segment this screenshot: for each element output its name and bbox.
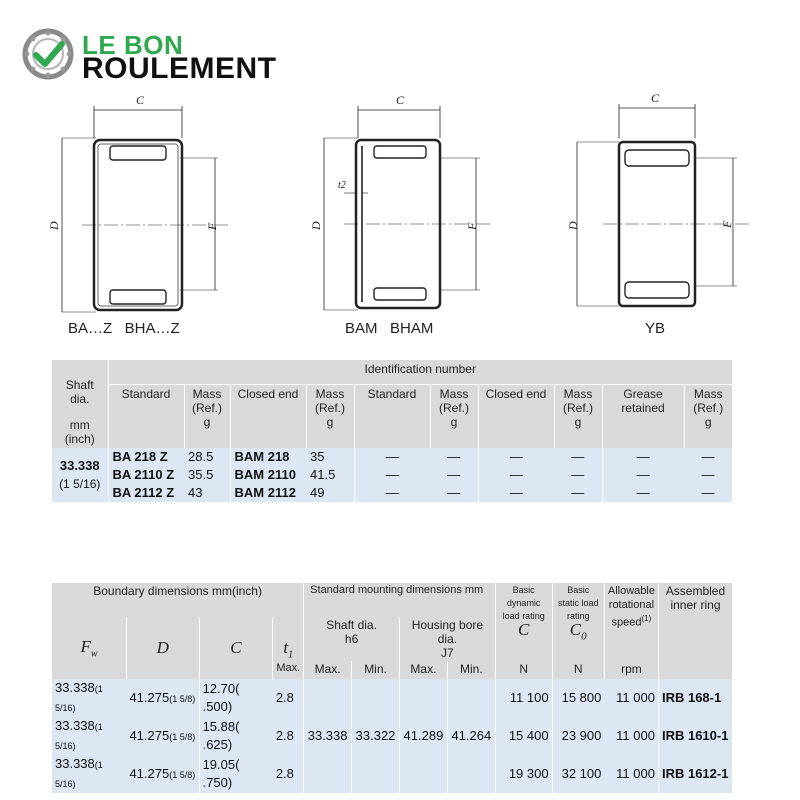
housing-bore-subheader: Housing bore dia. J7	[399, 617, 495, 661]
dim-c-label: C	[396, 93, 405, 107]
inner-ring-value: IRB 1610-1	[658, 717, 732, 755]
col-mass: Mass (Ref.) g	[430, 384, 478, 448]
mass-value: 43	[188, 485, 203, 500]
dynamic-load-value: 11 100	[495, 679, 552, 717]
dim-c-label: C	[651, 91, 660, 105]
housing-max: Max.	[399, 661, 447, 679]
mass-value: 41.5	[310, 467, 336, 482]
col-standard-2: Standard	[354, 384, 430, 448]
shaft-dia-subheader: Shaft dia. h6	[304, 617, 400, 661]
mass-value: 35.5	[188, 467, 214, 482]
housing-min-value: 41.264	[447, 679, 495, 793]
dimensions-table	[52, 583, 732, 793]
assembled-inner-ring-header: Assembled inner ring	[658, 583, 732, 661]
dash-cell: —	[571, 485, 585, 500]
dash-cell: —	[571, 467, 585, 482]
shaft-min-value: 33.322	[352, 679, 400, 793]
caption-bam: BAM BHAM	[345, 320, 434, 337]
dash-cell: —	[701, 485, 715, 500]
bearing-closed-end: BAM 218	[230, 448, 306, 466]
bearing-closed-end: BAM 2110	[230, 466, 306, 484]
t1-value: 2.8	[273, 717, 304, 755]
d-value: 41.275(1 5/8)	[126, 755, 199, 793]
col-d: D	[126, 617, 199, 679]
basic-dynamic-header: Basic dynamic load rating C	[495, 583, 552, 661]
dim-d-label: D	[309, 221, 323, 230]
bearing-standard: BA 2112 Z	[108, 484, 184, 502]
c-value: 12.70( .500)	[199, 679, 273, 717]
dynamic-load-value: 15 400	[495, 717, 552, 755]
dash-cell: —	[354, 448, 430, 466]
dash-cell: —	[478, 448, 554, 466]
shaft-min: Min.	[352, 661, 400, 679]
identification-table	[52, 360, 732, 502]
dash-cell: —	[447, 449, 461, 464]
col-grease-retained: Grease retained	[602, 384, 684, 448]
dim-d-label: D	[47, 221, 61, 230]
mass-value: 35	[310, 449, 325, 464]
unit-rpm: rpm	[604, 661, 658, 679]
logo-line-2: ROULEMENT	[82, 52, 277, 85]
mounting-dimensions-header: Standard mounting dimensions mm	[304, 583, 496, 617]
col-mass: Mass (Ref.) g	[184, 384, 230, 448]
col-mass: Mass (Ref.) g	[684, 384, 732, 448]
dash-cell: —	[701, 449, 715, 464]
dim-t2-label: t2	[338, 180, 346, 191]
dash-cell: —	[478, 484, 554, 502]
dash-cell: —	[447, 467, 461, 482]
shaft-max-value: 33.338	[304, 679, 352, 793]
col-mass: Mass (Ref.) g	[554, 384, 602, 448]
c-value: 15.88( .625)	[199, 717, 273, 755]
dim-fw-label: F	[720, 220, 734, 228]
d-value: 41.275(1 5/8)	[126, 679, 199, 717]
speed-value: 11 000	[604, 679, 658, 717]
basic-static-header: Basic static load rating $C_0$	[552, 583, 604, 661]
t1-value: 2.8	[273, 755, 304, 793]
static-load-value: 23 900	[552, 717, 604, 755]
table-row	[52, 466, 732, 484]
shaft-dia-header: Shaft dia. mm (inch)	[64, 378, 95, 446]
shaft-dia-value: 33.338 (1 5/16)	[52, 448, 108, 502]
brand-logo	[22, 28, 302, 84]
dynamic-load-value: 19 300	[495, 755, 552, 793]
speed-value: 11 000	[604, 755, 658, 793]
boundary-dimensions-header: Boundary dimensions mm(inch)	[52, 583, 304, 617]
drawing-bam	[300, 90, 500, 320]
dash-cell: —	[354, 466, 430, 484]
unit-n: N	[495, 661, 552, 679]
dim-fw-label: F	[205, 222, 219, 230]
speed-value: 11 000	[604, 717, 658, 755]
table-row	[52, 679, 732, 717]
dash-cell: —	[602, 448, 684, 466]
dim-d-label: D	[566, 221, 580, 230]
bearing-standard: BA 2110 Z	[108, 466, 184, 484]
fw-value: 33.338(1 5/16)	[52, 679, 126, 717]
drawing-ba-z	[40, 90, 240, 320]
bearing-standard: BA 218 Z	[108, 448, 184, 466]
c-value: 19.05( .750)	[199, 755, 273, 793]
t1-value: 2.8	[273, 679, 304, 717]
drawing-yb	[555, 90, 755, 320]
dash-cell: —	[478, 466, 554, 484]
inner-ring-value: IRB 1612-1	[658, 755, 732, 793]
dash-cell: —	[602, 484, 684, 502]
static-load-value: 32 100	[552, 755, 604, 793]
t1-max: Max.	[273, 661, 304, 679]
unit-n: N	[552, 661, 604, 679]
caption-ba-z: BA…Z BHA…Z	[68, 320, 180, 337]
mass-value: 49	[310, 485, 325, 500]
housing-max-value: 41.289	[399, 679, 447, 793]
table-row	[52, 484, 732, 502]
static-load-value: 15 800	[552, 679, 604, 717]
col-closed-end-2: Closed end	[478, 384, 554, 448]
shaft-max: Max.	[304, 661, 352, 679]
col-closed-end: Closed end	[230, 384, 306, 448]
col-c: C	[199, 617, 273, 679]
mass-value: 28.5	[188, 449, 214, 464]
table-row	[52, 448, 732, 466]
allowable-speed-header: Allowable rotational speed$^{(1)}$	[604, 583, 658, 661]
dash-cell: —	[602, 466, 684, 484]
col-mass: Mass (Ref.) g	[306, 384, 354, 448]
dash-cell: —	[701, 467, 715, 482]
logo-line-1: LE BON	[82, 30, 184, 60]
dim-c-label: C	[136, 93, 145, 107]
dim-fw-label: F	[465, 222, 479, 230]
caption-yb: YB	[645, 320, 666, 337]
col-fw: $F_w$	[52, 617, 126, 679]
d-value: 41.275(1 5/8)	[126, 717, 199, 755]
col-t1: $t_1$	[273, 617, 304, 661]
bearing-closed-end: BAM 2112	[230, 484, 306, 502]
identification-number-header: Identification number	[108, 360, 732, 384]
dash-cell: —	[354, 484, 430, 502]
bearing-check-icon	[22, 28, 74, 80]
col-standard: Standard	[108, 384, 184, 448]
fw-value: 33.338(1 5/16)	[52, 717, 126, 755]
housing-min: Min.	[447, 661, 495, 679]
dash-cell: —	[571, 449, 585, 464]
inner-ring-value: IRB 168-1	[658, 679, 732, 717]
empty-header	[658, 661, 732, 679]
dash-cell: —	[447, 485, 461, 500]
fw-value: 33.338(1 5/16)	[52, 755, 126, 793]
